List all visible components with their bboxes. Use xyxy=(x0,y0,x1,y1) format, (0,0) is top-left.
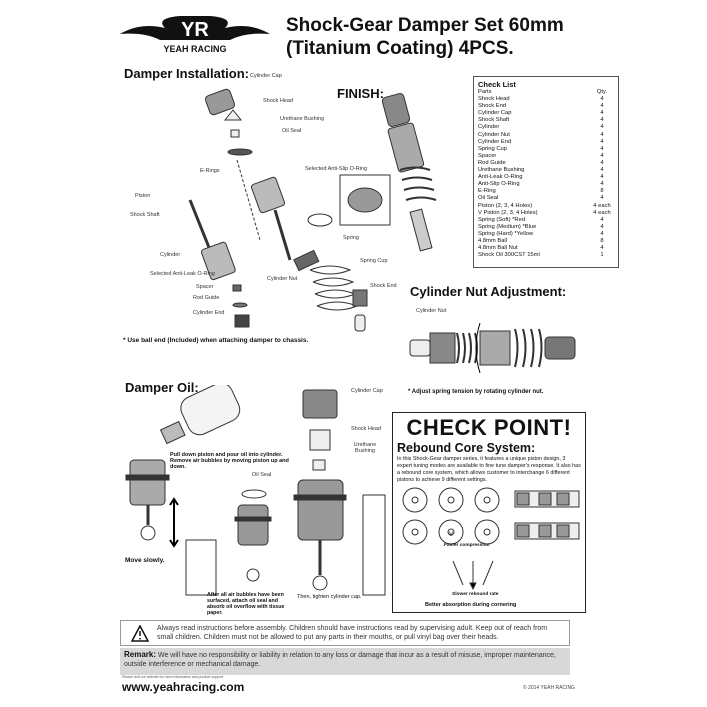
part-qty: 4 xyxy=(600,167,604,174)
part-qty: 4 xyxy=(600,223,604,230)
part-name: Cylinder End xyxy=(478,138,512,145)
part-qty: 8 xyxy=(600,237,604,244)
part-name: Shock End xyxy=(478,103,507,110)
check-list-row xyxy=(478,224,614,231)
part-qty: 4 each xyxy=(593,209,611,216)
part-qty: 4 xyxy=(600,181,604,188)
page-title xyxy=(286,14,564,60)
exploded-diagram xyxy=(115,70,475,340)
part-name: Spacer xyxy=(478,152,497,159)
label-spring: Spring xyxy=(343,235,359,241)
check-list-row xyxy=(478,132,614,139)
part-qty: 8 xyxy=(600,188,604,195)
part-name: Spring Cup xyxy=(478,145,508,152)
label-shock-head-2: Shock Head xyxy=(351,426,381,432)
label-spacer: Spacer xyxy=(196,284,214,290)
part-qty: 4 xyxy=(600,110,604,117)
svg-text:YR: YR xyxy=(181,19,209,41)
flame-logo-icon xyxy=(120,14,270,58)
check-list-row xyxy=(478,139,614,146)
part-name: Urethane Bushing xyxy=(478,167,525,174)
title-line-2: (Titanium Coating) 4PCS. xyxy=(286,38,514,59)
oil-diagram xyxy=(118,385,398,615)
label-cylinder: Cylinder xyxy=(160,252,181,258)
part-name: Spring (Medium) *Blue xyxy=(478,223,537,230)
check-list-row xyxy=(478,217,614,224)
label-cylinder-cap-2: Cylinder Cap xyxy=(351,388,383,394)
part-name: E-Ring xyxy=(478,188,496,195)
label-shock-shaft: Shock Shaft xyxy=(130,212,160,218)
part-name: 4.8mm Ball xyxy=(478,237,507,244)
check-list-row xyxy=(478,252,614,259)
part-qty: 4 xyxy=(600,195,604,202)
label-anti-leak-o-ring: Selected Anti-Leak O-Ring xyxy=(150,271,215,277)
check-list-header xyxy=(478,89,614,96)
warning-text: Always read instructions before assembly. Children should have instructions read by supervising adult. Keep out of reach from small children. Children must not be allowed to put any parts in their mouths, or pull vinyl bag over their heads. xyxy=(157,625,548,641)
nut-adjust-heading: Cylinder Nut Adjustment: xyxy=(410,284,567,299)
rebound-core-description: In this Shock-Gear damper series, it features a unique piston design, 3 expert tuning modes are available to fine tune damper's response. It also has a rebound core system, which allows customer to interchange 6 different pistons to achieve 9 different settings. xyxy=(397,456,581,483)
check-list-row xyxy=(478,124,614,131)
website-link[interactable]: www.yeahracing.com xyxy=(122,680,245,694)
part-qty: 4 xyxy=(600,245,604,252)
part-name: Piston (2, 3, 4 Holes) xyxy=(478,202,533,209)
check-list-row xyxy=(478,167,614,174)
check-list-row xyxy=(478,153,614,160)
move-slowly: Move slowly. xyxy=(125,557,165,564)
col-parts: Parts xyxy=(478,89,492,95)
installation-heading: Damper Installation: xyxy=(124,66,249,81)
check-list-row xyxy=(478,117,614,124)
part-qty: 4 xyxy=(600,96,604,103)
part-name: V Piston (2, 3, 4 Holes) xyxy=(478,209,538,216)
label-e-rings: E-Rings xyxy=(200,168,220,174)
check-list-row xyxy=(478,203,614,210)
check-point-title: CHECK POINT! xyxy=(406,415,572,440)
rebound-core-heading: Rebound Core System: xyxy=(397,441,536,455)
part-name: Spring (Hard) *Yellow xyxy=(478,230,534,237)
label-cylinder-cap: Cylinder Cap xyxy=(250,73,282,79)
remark-label: Remark: xyxy=(124,650,157,659)
check-list-row xyxy=(478,181,614,188)
check-list-row xyxy=(478,188,614,195)
check-list-row xyxy=(478,174,614,181)
part-qty: 1 xyxy=(600,252,604,259)
part-qty: 4 xyxy=(600,131,604,138)
check-list xyxy=(473,76,619,268)
v-mark: V xyxy=(448,532,454,538)
part-qty: 4 xyxy=(600,152,604,159)
check-point-box xyxy=(392,412,586,613)
part-qty: 4 xyxy=(600,230,604,237)
check-list-row xyxy=(478,103,614,110)
faster-compression: Faster compression xyxy=(444,543,490,548)
part-name: Spring (Soft) *Red xyxy=(478,216,526,223)
copyright: © 2014 YEAH RACING xyxy=(523,685,575,691)
part-name: Cylinder Cap xyxy=(478,110,512,117)
oil-heading: Damper Oil: xyxy=(125,380,199,395)
check-list-row xyxy=(478,195,614,202)
footer-small-note: Please visit our website for more information and product support. xyxy=(122,675,224,679)
piston-diagrams xyxy=(393,485,583,595)
label-oil-seal-2: Oil Seal xyxy=(252,472,272,478)
label-urethane-bushing: Urethane Bushing xyxy=(280,116,325,122)
remark-box xyxy=(120,648,570,675)
label-spring-cup: Spring Cup xyxy=(360,258,388,264)
part-name: Oil Seal xyxy=(478,195,499,202)
label-cylinder-nut: Cylinder Nut xyxy=(267,276,298,282)
part-name: Rod Guide xyxy=(478,159,506,166)
part-name: Anti-Leak O-Ring xyxy=(478,174,523,181)
part-qty: 4 xyxy=(600,103,604,110)
part-qty: 4 xyxy=(600,145,604,152)
part-name: Shock Head xyxy=(478,96,510,103)
slower-rebound: Slower rebound rate xyxy=(452,592,499,597)
part-name: 4.8mm Ball Nut xyxy=(478,245,518,252)
part-qty: 4 xyxy=(600,124,604,131)
part-qty: 4 xyxy=(600,174,604,181)
check-list-row xyxy=(478,238,614,245)
part-qty: 4 xyxy=(600,216,604,223)
better-absorption: Better absorption during cornering xyxy=(425,602,517,608)
part-name: Shock Oil 300CST 15ml xyxy=(478,252,540,259)
part-qty: 4 xyxy=(600,138,604,145)
nut-adjust-note: * Adjust spring tension by rotating cylinder nut. xyxy=(408,389,544,395)
part-name: Cylinder Nut xyxy=(478,131,510,138)
remark-text: We will have no responsibility or liability in relation to any loss or damage that incur as a result of misuse, improper maintenance, outside interference or mechanical damage. xyxy=(124,652,556,668)
check-list-row xyxy=(478,160,614,167)
finish-heading: FINISH: xyxy=(337,86,384,101)
label-urethane-bushing-2: Urethane Bushing xyxy=(353,442,377,454)
check-list-row xyxy=(478,146,614,153)
check-list-row xyxy=(478,245,614,252)
nut-adjust-diagram xyxy=(405,315,585,380)
warning-box xyxy=(120,620,570,646)
part-name: Cylinder xyxy=(478,124,500,131)
oil-step-1: Pull down piston and pour oil into cylinder. Remove air bubbles by moving piston up and down. xyxy=(170,452,289,470)
col-qty: Qty. xyxy=(596,89,608,95)
ball-end-note: * Use ball end (Included) when attaching damper to chassis. xyxy=(123,337,309,344)
label-anti-slip-o-ring: Selected Anti-Slip O-Ring xyxy=(305,166,368,172)
part-name: Anti-Slip O-Ring xyxy=(478,181,520,188)
part-name: Shock Shaft xyxy=(478,117,510,124)
oil-step-3: Then, tighten cylinder cap. xyxy=(297,594,362,600)
label-cylinder-end: Cylinder End xyxy=(193,310,225,316)
label-nut: Cylinder Nut xyxy=(416,308,447,314)
check-list-row xyxy=(478,110,614,117)
oil-step-2: After all air bubbles have been surfaced, attach oil seal and absorb oil overflow with tissue paper. xyxy=(207,592,285,616)
warning-triangle-icon xyxy=(131,625,149,642)
label-rod-guide: Rod Guide xyxy=(193,295,220,301)
check-list-title: Check List xyxy=(478,80,516,89)
label-piston: Piston xyxy=(135,193,151,199)
part-qty: 4 xyxy=(600,159,604,166)
label-shock-end: Shock End xyxy=(370,283,397,289)
svg-text:YEAH RACING: YEAH RACING xyxy=(163,44,227,54)
check-list-row xyxy=(478,210,614,217)
label-shock-head: Shock Head xyxy=(263,98,293,104)
check-list-row xyxy=(478,96,614,103)
check-list-row xyxy=(478,231,614,238)
title-line-1: Shock-Gear Damper Set 60mm xyxy=(286,15,564,36)
label-oil-seal: Oil Seal xyxy=(282,128,302,134)
brand-logo xyxy=(120,14,270,58)
part-qty: 4 xyxy=(600,117,604,124)
part-qty: 4 each xyxy=(593,202,611,209)
